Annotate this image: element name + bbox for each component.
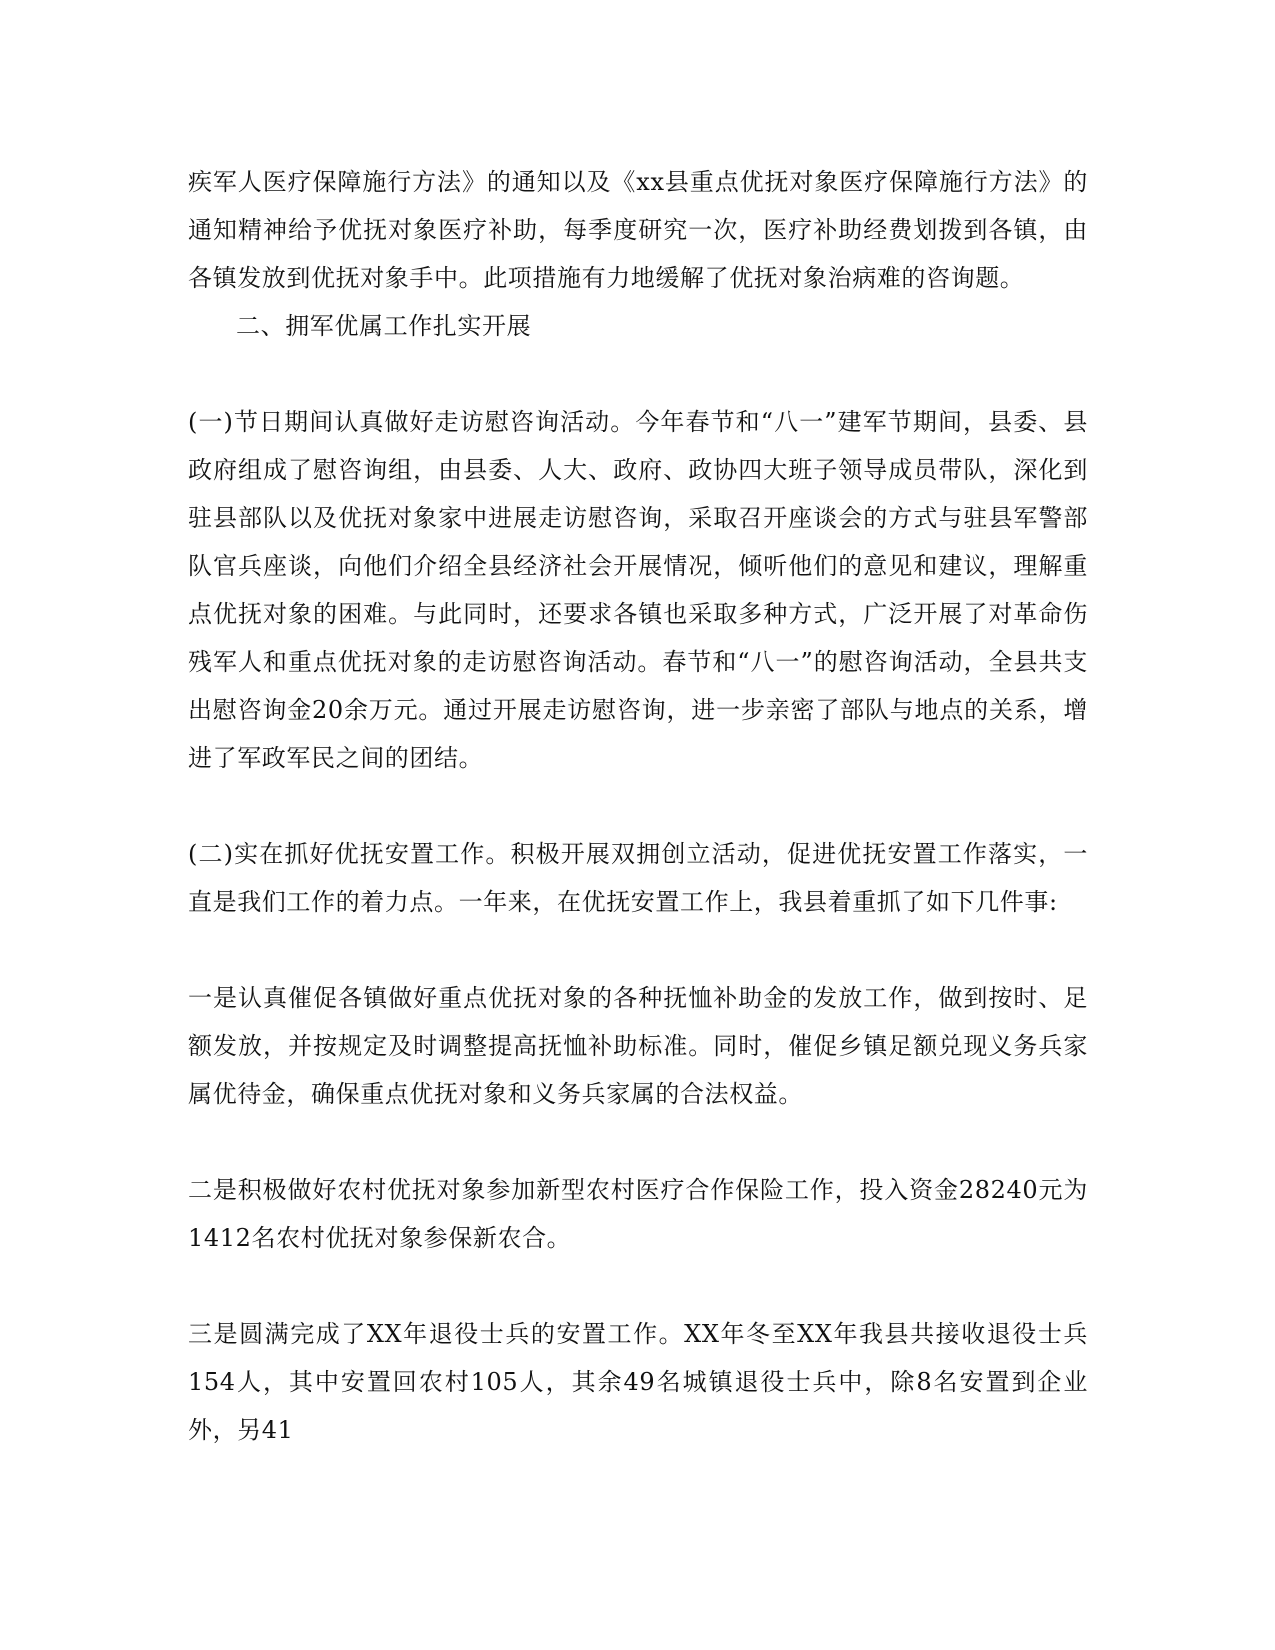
paragraph-medical-aid: 疾军人医疗保障施行方法》的通知以及《xx县重点优抚对象医疗保障施行方法》的通知精神给予优抚对象医疗补助，每季度研究一次，医疗补助经费划拨到各镇，由各镇发放到优抚对象手中。此项措施有力地缓解了优抚对象治病难的咨询题。 <box>188 168 1088 292</box>
paragraph-resettlement-work: (二)实在抓好优抚安置工作。积极开展双拥创立活动，促进优抚安置工作落实，一直是我们工作的着力点。一年来，在优抚安置工作上，我县着重抓了如下几件事: <box>188 840 1088 916</box>
paragraph-third-item: 三是圆满完成了XX年退役士兵的安置工作。XX年冬至XX年我县共接收退役士兵154人，其中安置回农村105人，其余49名城镇退役士兵中，除8名安置到企业外，另41 <box>188 1320 1088 1444</box>
section-heading-support-army: 二、拥军优属工作扎实开展 <box>236 312 532 340</box>
document-body <box>188 158 1088 1454</box>
paragraph-holiday-visits: (一)节日期间认真做好走访慰咨询活动。今年春节和“八一”建军节期间，县委、县政府组成了慰咨询组，由县委、人大、政府、政协四大班子领导成员带队，深化到驻县部队以及优抚对象家中进展走访慰咨询，采取召开座谈会的方式与驻县军警部队官兵座谈，向他们介绍全县经济社会开展情况，倾听他们的意见和建议，理解重点优抚对象的困难。与此同时，还要求各镇也采取多种方式，广泛开展了对革命伤残军人和重点优抚对象的走访慰咨询活动。春节和“八一”的慰咨询活动，全县共支出慰咨询金20余万元。通过开展走访慰咨询，进一步亲密了部队与地点的关系，增进了军政军民之间的团结。 <box>188 408 1088 772</box>
paragraph-first-item: 一是认真催促各镇做好重点优抚对象的各种抚恤补助金的发放工作，做到按时、足额发放，并按规定及时调整提高抚恤补助标准。同时，催促乡镇足额兑现义务兵家属优待金，确保重点优抚对象和义务兵家属的合法权益。 <box>188 984 1088 1108</box>
paragraph-second-item: 二是积极做好农村优抚对象参加新型农村医疗合作保险工作，投入资金28240元为1412名农村优抚对象参保新农合。 <box>188 1176 1088 1252</box>
